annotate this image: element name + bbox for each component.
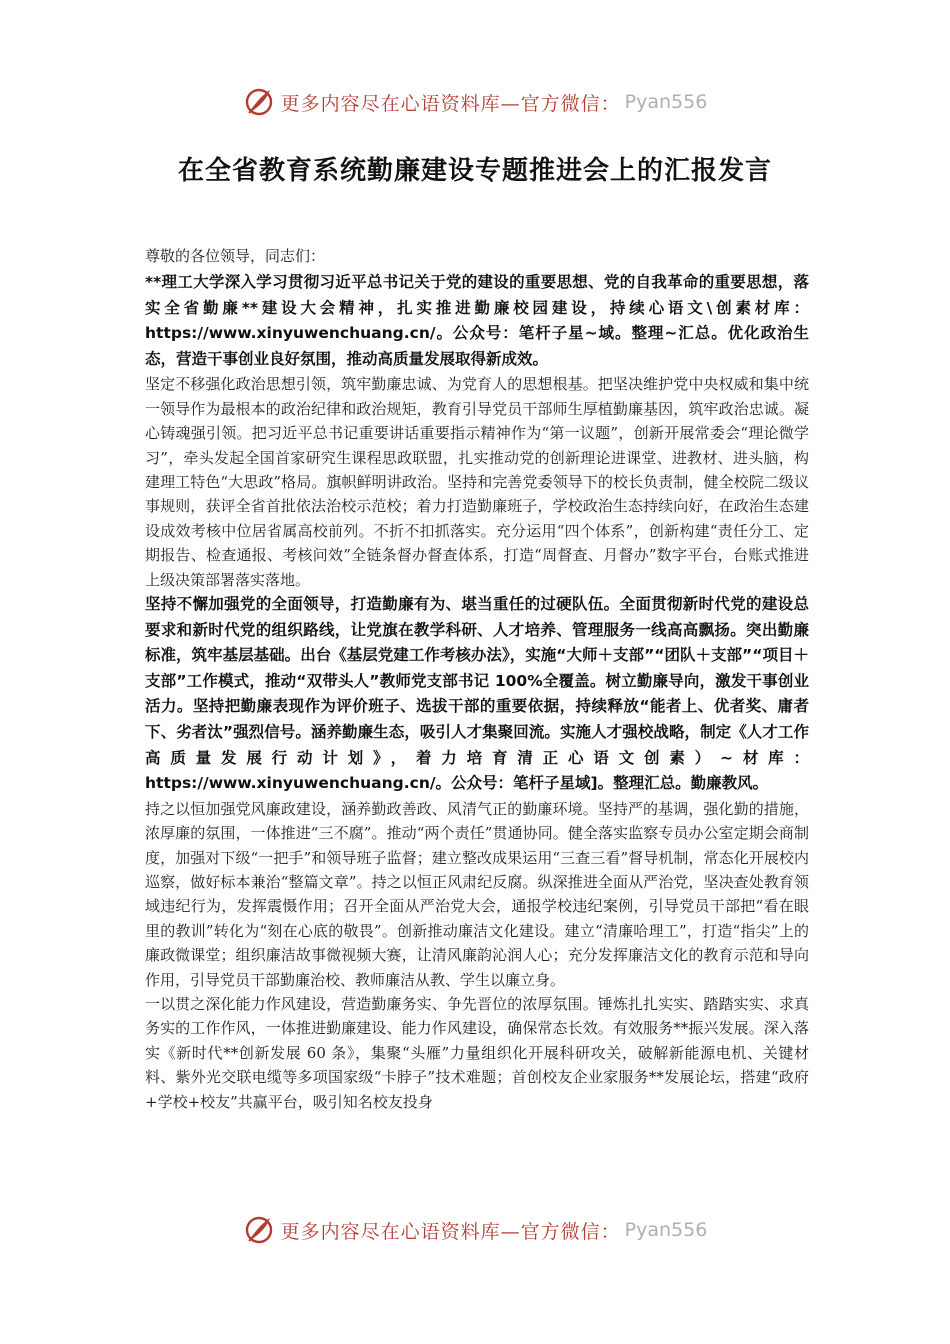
banner-text: 更多内容尽在心语资料库—官方微信： [280, 92, 621, 115]
feather-logo-icon [243, 1214, 275, 1246]
paragraph-political: 坚定不移强化政治思想引领，筑牢勤廉忠诚、为党育人的思想根基。把坚决维护党中央权威和集中统一领导作为最根本的政治纪律和政治规矩，教育引导党员干部师生厚植勤廉基因，筑牢政治忠诚。凝心铸魂强引领。把习近平总书记重要讲话重要指示精神作为“第一议题”，创新开展常委会“理论微学习”，牵头发起全国首家研究生课程思政联盟，扎实推动党的创新理论进课堂、进教材、进头脑，构建理工特色“大思政”格局。旗帜鲜明讲政治。坚持和完善党委领导下的校长负责制，健全校院二级议事规则，获评全省首批依法治校示范校；着力打造勤廉班子，学校政治生态持续向好，在政治生态建设成效考核中位居省属高校前列。不折不扣抓落实。充分运用“四个体系”，创新构建“责任分工、定期报告、检查通报、考核问效”全链条督办督查体系，打造“周督查、月督办”数字平台，台账式推进上级决策部署落实落地。 [145, 375, 809, 589]
paragraph-leadership: 坚持不懈加强党的全面领导，打造勤廉有为、堪当重任的过硬队伍。全面贯彻新时代党的建设总要求和新时代党的组织路线，让党旗在教学科研、人才培养、管理服务一线高高飘扬。突出勤廉标准，筑牢基层基础。出台《基层党建工作考核办法》，实施“大师＋支部”“团队＋支部”“项目＋支部”工作模式，推动“双带头人”教师党支部书记 100%全覆盖。树立勤廉导向，激发干事创业活力。坚持把勤廉表现作为评价班子、选拔干部的重要依据，持续释放“能者上、优者奖、庸者下、劣者汰”强烈信号。涵养勤廉生态，吸引人才集聚回流。实施人才强校战略，制定《人才工作高质量发展行动计划》，着力培育清正心语文创素）~材库：https://www.xinyuwenchuang.cn/。公众号：笔杆子星域]。整理汇总。勤廉教风。 [145, 595, 809, 793]
header-banner [0, 82, 950, 122]
banner-wechat-id: Pyan556 [624, 91, 708, 113]
paragraph-style: 一以贯之深化能力作风建设，营造勤廉务实、争先晋位的浓厚氛围。锤炼扎扎实实、踏踏实实、求真务实的工作作风，一体推进勤廉建设、能力作风建设，确保常态长效。有效服务**振兴发展。深入落实《新时代**创新发展 60 条》，集聚“头雁”力量组织化开展科研攻关，破解新能源电机、关键材料、紫外光交联电缆等多项国家级“卡脖子”技术难题；首创校友企业家服务**发展论坛，搭建“政府+学校+校友”共赢平台，吸引知名校友投身 [145, 995, 809, 1111]
document-body [145, 244, 809, 1114]
footer-banner [0, 1210, 950, 1250]
feather-logo-icon [243, 86, 275, 118]
banner-text: 更多内容尽在心语资料库—官方微信： [280, 1220, 621, 1243]
paragraph-intro: **理工大学深入学习贯彻习近平总书记关于党的建设的重要思想、党的自我革命的重要思想，落实全省勤廉**建设大会精神，扎实推进勤廉校园建设，持续心语文\创素材库：https://www.xinyuwenchuang.cn/。公众号：笔杆子星~域。整理~汇总。优化政治生态，营造干事创业良好氛围，推动高质量发展取得新成效。 [145, 273, 809, 368]
page-title: 在全省教育系统勤廉建设专题推进会上的汇报发言 [177, 156, 772, 186]
banner-wechat-id: Pyan556 [624, 1219, 708, 1241]
salutation: 尊敬的各位领导，同志们： [145, 247, 326, 265]
paragraph-integrity: 持之以恒加强党风廉政建设，涵养勤政善政、风清气正的勤廉环境。坚持严的基调，强化勤的措施，浓厚廉的氛围，一体推进“三不腐”。推动“两个责任”贯通协同。健全落实监察专员办公室定期会商制度，加强对下级“一把手”和领导班子监督；建立整改成果运用“三查三看”督导机制，常态化开展校内巡察，做好标本兼治“整篇文章”。持之以恒正风肃纪反腐。纵深推进全面从严治党，坚决查处教育领域违纪行为，发挥震慑作用；召开全面从严治党大会，通报学校违纪案例，引导党员干部把“看在眼里的教训”转化为“刻在心底的敬畏”。创新推动廉洁文化建设。建立“清廉哈理工”，打造“指尖”上的廉政微课堂；组织廉洁故事微视频大赛，让清风廉韵沁润人心；充分发挥廉洁文化的教育示范和导向作用，引导党员干部勤廉治校、教师廉洁从教、学生以廉立身。 [145, 799, 809, 989]
